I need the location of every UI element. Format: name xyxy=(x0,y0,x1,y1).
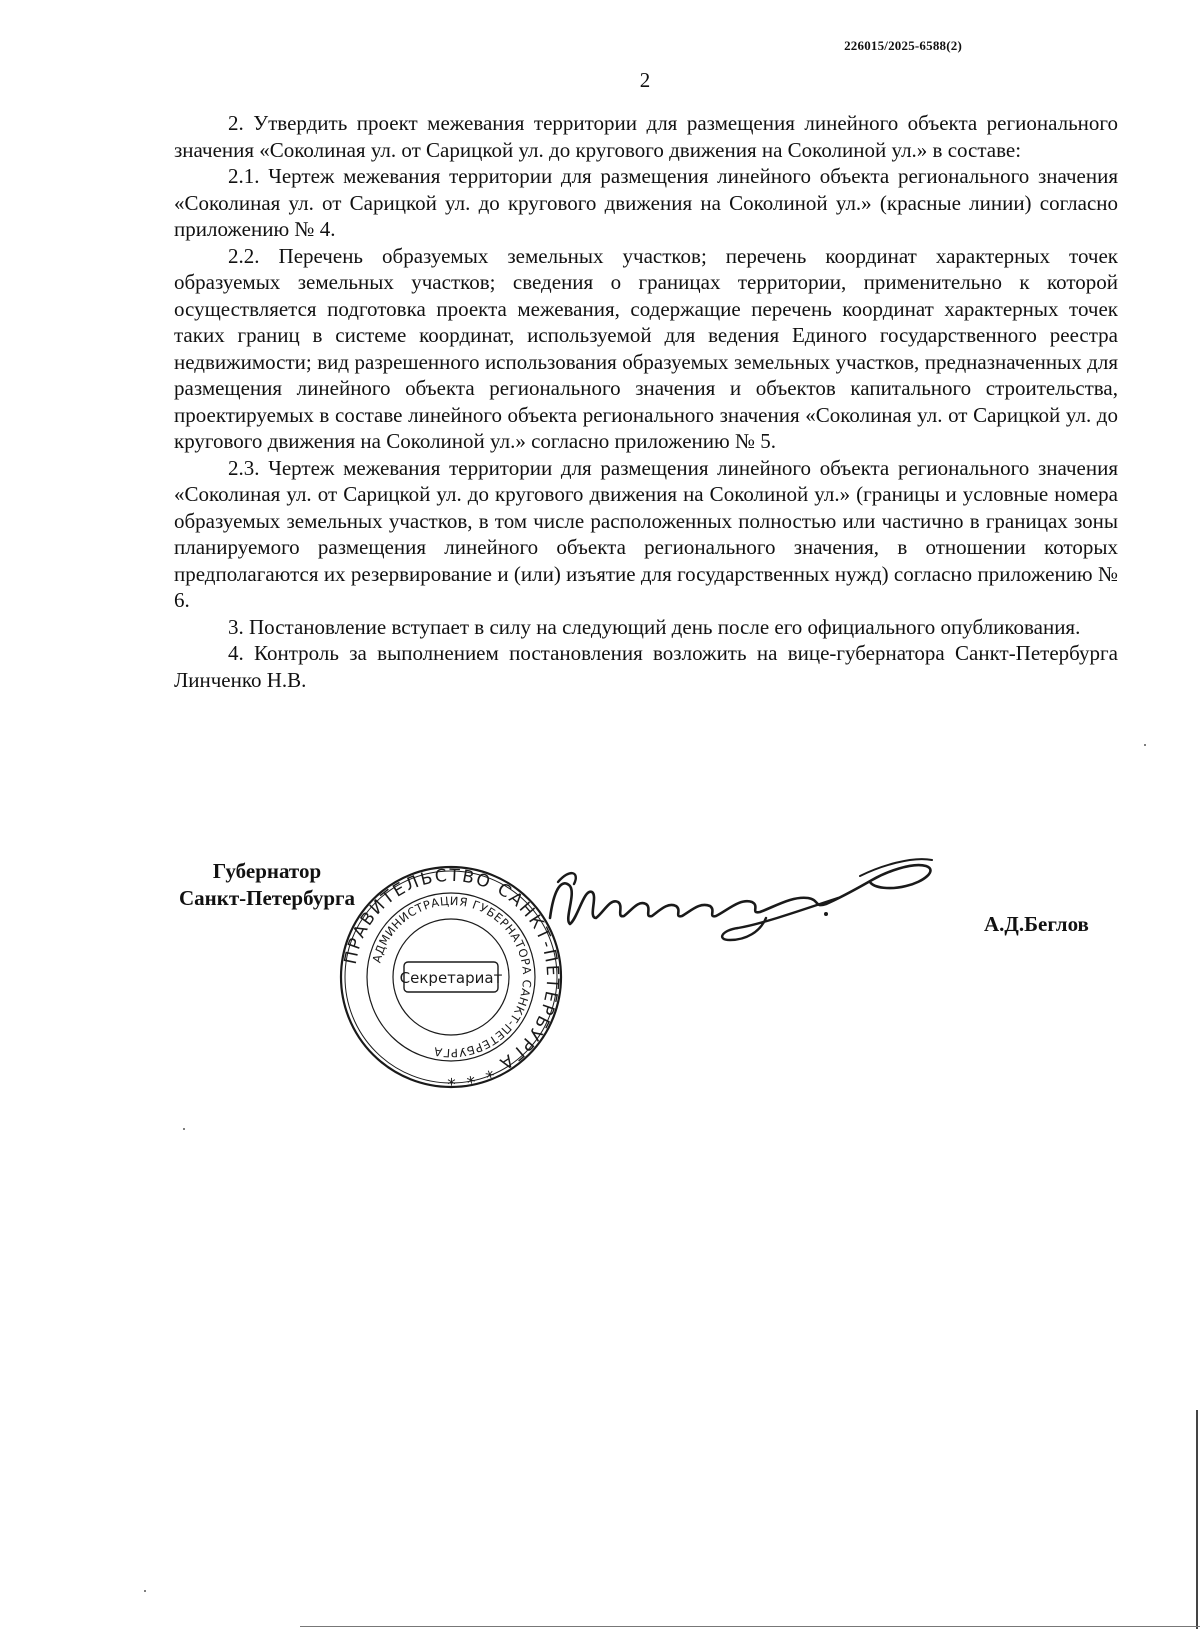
document-body xyxy=(174,110,1118,693)
page-number: 2 xyxy=(639,68,651,92)
paragraph-3: 3. Постановление вступает в силу на следующий день после его официального опубликования. xyxy=(228,614,1081,639)
paragraph-2: 2. Утвердить проект межевания территории для размещения линейного объекта регионального значения «Соколиная ул. от Сарицкой ул. до кругового движения на Соколиной ул.» в составе: xyxy=(174,111,1118,162)
handwritten-signature xyxy=(540,848,960,968)
document-number: 226015/2025-6588(2) xyxy=(844,38,962,53)
signatory-title-line2: Санкт-Петербурга xyxy=(178,886,356,910)
paragraph-2-3: 2.3. Чертеж межевания территории для размещения линейного объекта регионального значения «Соколиная ул. от Сарицкой ул. до кругового движения на Соколиной ул.» (границы и условные номера образуемых земельных участков, в том числе расположенных полностью или частично в границах зоны планируемого размещения линейного объекта регионального значения, в отношении которых предполагаются их резервирование и (или) изъятие для государственных нужд) согласно приложению № 6. xyxy=(174,455,1118,612)
signatory-name: А.Д.Беглов xyxy=(984,912,1089,936)
official-seal xyxy=(338,864,564,1090)
scan-speck xyxy=(144,1590,146,1592)
scan-speck xyxy=(183,1128,185,1130)
scan-edge-mark xyxy=(300,1626,1200,1627)
seal-center-text: Секретариат xyxy=(399,969,503,987)
scan-speck xyxy=(1144,744,1146,746)
paragraph-4: 4. Контроль за выполнением постановления возложить на вице-губернатора Санкт-Петербурга Линченко Н.В. xyxy=(174,641,1118,692)
signatory-title-line1: Губернатор xyxy=(212,859,322,883)
seal-outer-text: ПРАВИТЕЛЬСТВО САНКТ-ПЕТЕРБУРГА * * * xyxy=(340,865,563,1089)
signatory-title xyxy=(172,858,362,912)
scan-edge-mark xyxy=(1196,1410,1198,1629)
seal-inner-text: АДМИНИСТРАЦИЯ ГУБЕРНАТОРА САНКТ-ПЕТЕРБУРГА xyxy=(369,893,535,1061)
paragraph-2-2: 2.2. Перечень образуемых земельных участков; перечень координат характерных точек образуемых земельных участков; сведения о границах территории, применительно к которой осуществляется подготовка проекта межевания, содержащие перечень координат характерных точек таких границ в системе координат, используемой для ведения Единого государственного реестра недвижимости; вид разрешенного использования образуемых земельных участков, предназначенных для размещения линейного объекта регионального значения и объектов капитального строительства, проектируемых в составе линейного объекта регионального значения «Соколиная ул. от Сарицкой ул. до кругового движения на Соколиной ул.» согласно приложению № 5. xyxy=(174,243,1118,453)
paragraph-2-1: 2.1. Чертеж межевания территории для размещения линейного объекта регионального значения «Соколиная ул. от Сарицкой ул. до кругового движения на Соколиной ул.» (красные линии) согласно приложению № 4. xyxy=(174,164,1118,241)
